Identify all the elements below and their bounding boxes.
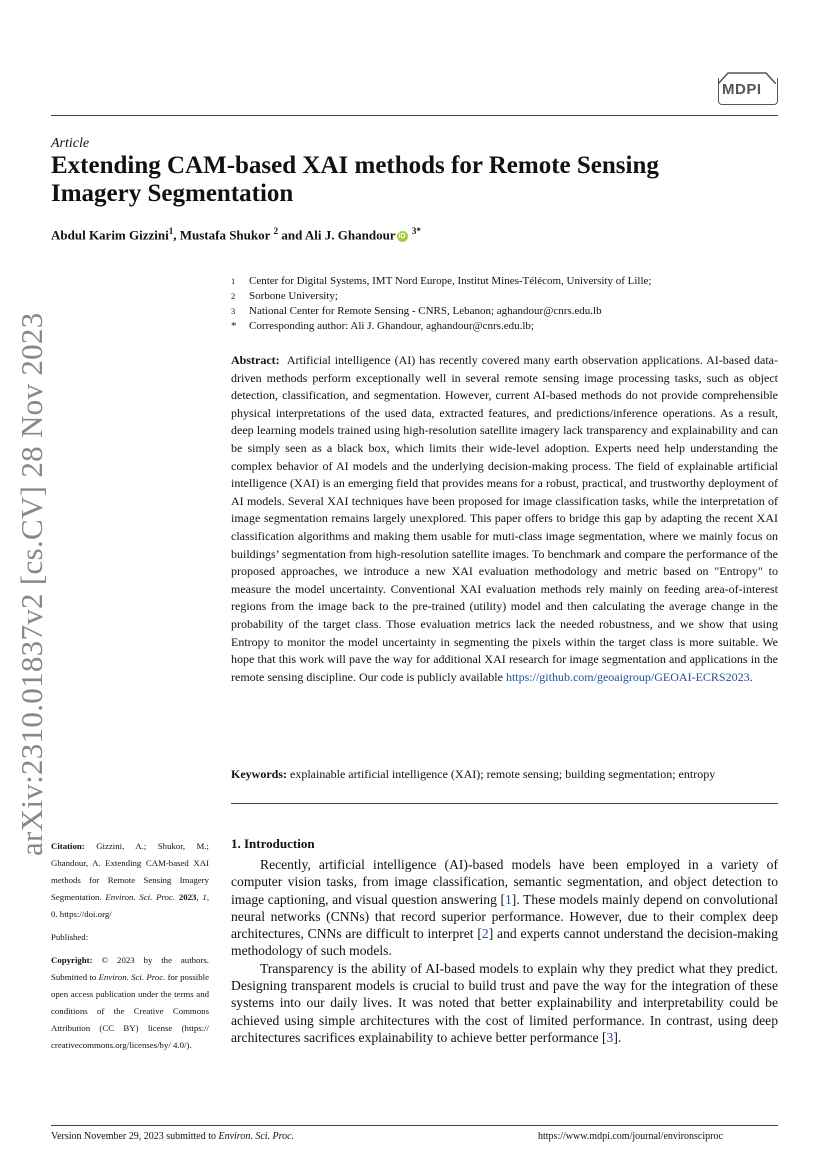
abstract: Abstract: Artificial intelligence (AI) has recently covered many earth observation applications. AI-based data-driven methods perform exceptionally well in several remote sensing image processing tasks, such as object detection, classification, and segmentation. However, current AI-based methods do not provide comprehensible physical interpretations of the used data, extracted features, and predictions/inference operations. As a result, deep learning models trained using high-resolution satellite imagery lack transparency and explainability and can be simply seen as a black box, which limits their wide-level adoption. Experts need help understanding the complex behavior of AI models and the underlying decision-making process. The field of explainable artificial intelligence (XAI) is an emerging field that provides means for a robust, practical, and trustworthy deployment of AI models. Several XAI techniques have been proposed for image classification tasks, while the interpretation of image segmentation remains largely unexplored. This paper offers to bridge this gap by adapting the recent XAI classification algorithms and making them usable for muti-class image segmentation, where we mainly focus on buildings’ segmentation from high-resolution satellite images. To benchmark and compare the performance of the proposed approaches, we introduce a new XAI evaluation methodology and metric based on "Entropy" to measure the model uncertainty. Conventional XAI evaluation methods rely mainly on feeding area-of-interest regions from the image back to the pre-trained (utility) model and then calculating the average change in the probability of the target class. Those evaluation metrics lack the needed robustness, and we show that using Entropy to monitor the model uncertainty in segmenting the pixels within the target class is more suitable. We hope that this work will pave the way for additional XAI research for image segmentation and applications in the remote sensing discipline. Our code is publicly available https://github.com/geoaigroup/GEOAI-ECRS2023. [231, 353, 778, 684]
abstract-rule [231, 803, 778, 804]
paragraph: Recently, artificial intelligence (AI)-based models have been employed in a variety of computer vision tasks, from image classification, semantic segmentation, and object detection to image captioning, and visual question answering [1]. These models mainly depend on convolutional neural networks (CNNs) that record superior performance. However, due to their complex deep architectures, CNNs are difficult to interpret [2] and experts cannot understand the decision-making methodology of such models. [231, 857, 778, 959]
mdpi-logo [716, 72, 780, 106]
affiliations [231, 274, 791, 334]
abstract-text: Artificial intelligence (AI) has recently covered many earth observation applications. AI-based data-driven methods perform exceptionally well in several remote sensing image processing tasks, such as object detection, classification, and segmentation. However, current AI-based methods do not provide comprehensible physical interpretations of the used data, extracted features, and predictions/inference operations. As a result, deep learning models trained using high-resolution satellite imagery lack transparency and explainability and can be simply seen as a black box, which limits their wide-level adoption. Experts need help understanding the complex behavior of AI models and the underlying decision-making process. The field of explainable artificial intelligence (XAI) is an emerging field that provides means for a robust, practical, and trustworthy deployment of AI models. Several XAI techniques have been proposed for image classification tasks, while the interpretation of image segmentation remains largely unexplored. This paper offers to bridge this gap by adapting the recent XAI classification algorithms and making them usable for muti-class image segmentation, where we mainly focus on buildings’ segmentation from high-resolution satellite images. To benchmark and compare the performance of the proposed approaches, we introduce a new XAI evaluation methodology and metric based on "Entropy" to measure the model uncertainty. Conventional XAI evaluation methods rely mainly on feeding area-of-interest regions from the image back to the pre-trained (utility) model and then calculating the average change in the probability of the target class. Those evaluation metrics lack the needed robustness, and we show that using Entropy to monitor the model uncertainty in segmenting the pixels within the target class is more suitable. We hope that this work will pave the way for additional XAI research for image segmentation and applications in the remote sensing discipline. Our code is publicly available [231, 353, 778, 684]
citation-ref[interactable]: 2 [481, 926, 489, 942]
author-name: Mustafa Shukor [179, 227, 271, 243]
sidebar [51, 838, 209, 1054]
footer-journal-url[interactable]: https://www.mdpi.com/journal/environsciproc [538, 1131, 723, 1142]
paragraph: Transparency is the ability of AI-based models to explain why they predict what they predict. Designing transparent models is crucial to build trust and pave the way for the integration of these systems into our daily lives. It was noted that better explainability and interpretability could be achieved using simple architectures with the cost of limited performance. In contrast, using deep architectures sacrifices explainability to achieve better performance [3]. [231, 960, 778, 1045]
article-type: Article [51, 136, 90, 151]
header-rule [51, 115, 778, 116]
orcid-icon[interactable]: iD [398, 233, 406, 241]
affiliation-item: 3 National Center for Remote Sensing - CNRS, Lebanon; aghandour@cnrs.edu.lb [231, 305, 602, 317]
citation-ref[interactable]: 3 [606, 1029, 614, 1045]
published-label: Published: [51, 932, 89, 942]
author-name: Abdul Karim Gizzini [51, 227, 169, 243]
affiliation-item: * Corresponding author: Ali J. Ghandour, aghandour@cnrs.edu.lb; [231, 320, 534, 332]
code-link[interactable]: https://github.com/geoaigroup/GEOAI-ECRS2023 [505, 669, 750, 684]
affiliation-item: 1 Center for Digital Systems, IMT Nord Europe, Institut Mines-Télécom, University of Lille; [231, 275, 652, 287]
arxiv-stamp: arXiv:2310.01837v2 [cs.CV] 28 Nov 2023 [14, 312, 49, 856]
logo-text: MDPI [722, 81, 762, 98]
paper-title: Extending CAM-based XAI methods for Remote Sensing Imagery Segmentation [51, 152, 659, 207]
keywords [231, 767, 791, 782]
footer-rule [51, 1125, 778, 1126]
citation-ref[interactable]: 1 [505, 891, 512, 907]
copyright: Copyright: © 2023 by the authors. Submitted to Environ. Sci. Proc. for possible open access publication under the terms and conditions of the Creative Commons Attribution (CC BY) license (https:// creativecommons.org/licenses/by/ 4.0/). [51, 955, 209, 1050]
author-list: Abdul Karim Gizzini$^1$, Mustafa Shukor $^2$ and Ali J. Ghandour iD $^{3*}$ [51, 226, 421, 243]
intro-body [231, 856, 778, 1046]
footer-version: Version November 29, 2023 submitted to Environ. Sci. Proc. [51, 1131, 295, 1142]
author-name: Ali J. Ghandour [304, 227, 396, 243]
abstract-label: Abstract: [231, 353, 280, 367]
keywords-text: explainable artificial intelligence (XAI); remote sensing; building segmentation; entropy [287, 767, 716, 781]
citation: Citation: Gizzini, A.; Shukor, M.; Ghandour, A. Extending CAM-based XAI methods for Remote Sensing Imagery Segmentation. Environ. Sci. Proc. 2023, 1, 0. https://doi.org/ [51, 841, 210, 919]
affiliation-item: 2 Sorbone University; [231, 290, 338, 302]
section-heading: 1. Introduction [231, 836, 315, 851]
keywords-label: Keywords: [231, 767, 287, 781]
